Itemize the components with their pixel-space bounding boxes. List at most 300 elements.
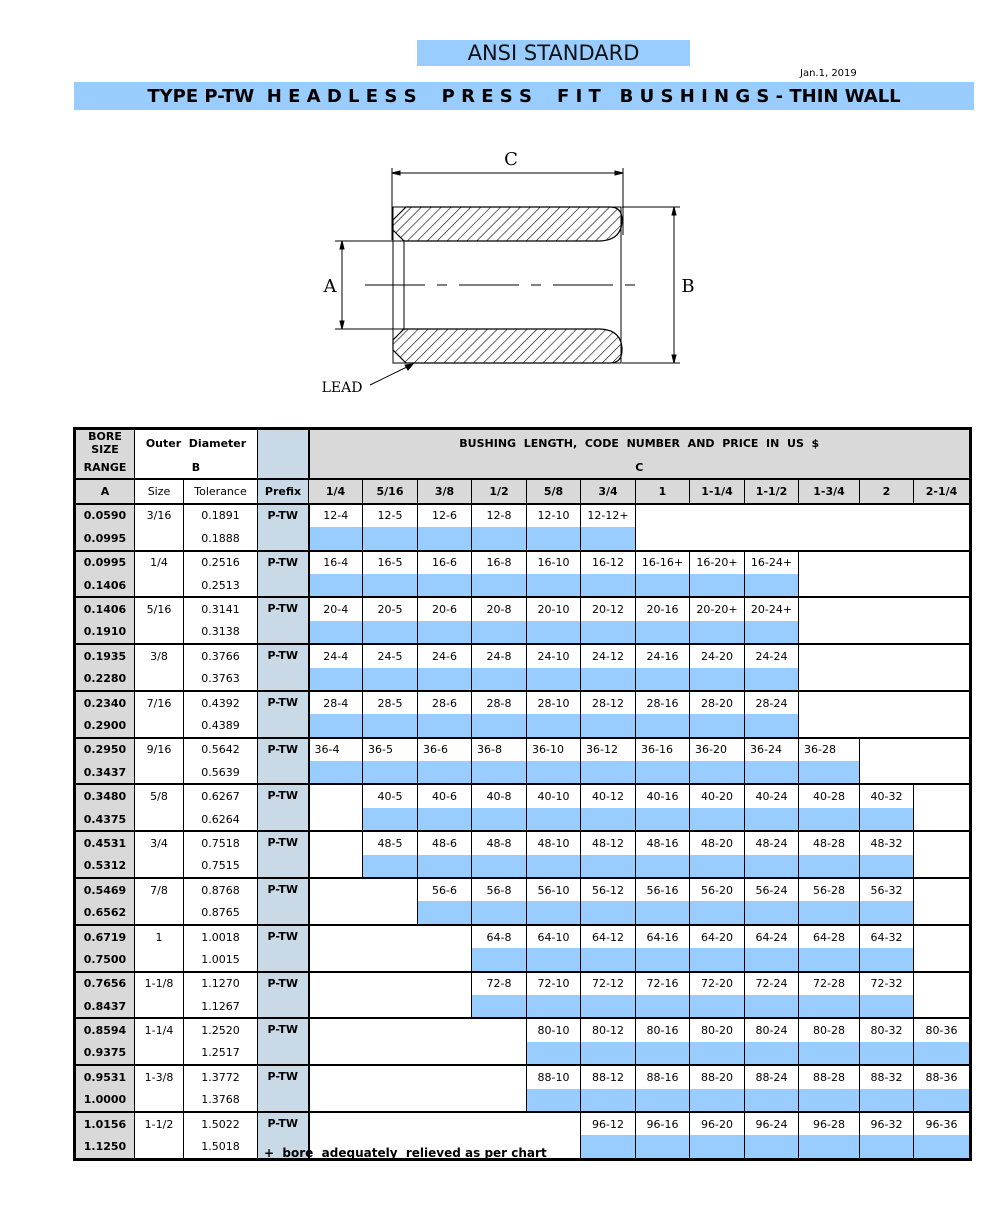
empty-cell xyxy=(418,1042,472,1065)
length-header-3: 1/2 xyxy=(472,479,527,503)
price-cell xyxy=(527,714,581,737)
prefix-header: Prefix xyxy=(258,479,309,503)
code-number: 80-36 xyxy=(914,1018,971,1041)
code-number: 48-12 xyxy=(581,831,636,854)
bore-from: 0.7656 xyxy=(75,972,135,995)
empty-cell xyxy=(418,995,472,1018)
range-header: RANGE xyxy=(75,456,135,479)
code-number: 20-8 xyxy=(472,597,527,620)
bore-to: 0.7500 xyxy=(75,948,135,971)
code-number: 24-8 xyxy=(472,644,527,667)
price-cell xyxy=(309,761,363,784)
code-number: 56-20 xyxy=(690,878,745,901)
table-row-price xyxy=(75,948,971,971)
price-cell xyxy=(636,714,690,737)
code-number: 28-12 xyxy=(581,691,636,714)
price-cell xyxy=(636,995,690,1018)
empty-cell xyxy=(860,574,914,597)
code-number: 36-16 xyxy=(636,738,690,761)
empty-cell xyxy=(309,1089,363,1112)
price-cell xyxy=(581,808,636,831)
empty-cell xyxy=(363,1089,418,1112)
code-number: 28-20 xyxy=(690,691,745,714)
code-number: 88-28 xyxy=(799,1065,860,1088)
code-number: 36-10 xyxy=(527,738,581,761)
code-number: 20-5 xyxy=(363,597,418,620)
tolerance-high: 0.7518 xyxy=(184,831,258,854)
table-row xyxy=(75,784,971,807)
od-size-blank xyxy=(135,621,184,644)
od-size: 5/16 xyxy=(135,597,184,620)
od-size-blank xyxy=(135,855,184,878)
code-number: 56-28 xyxy=(799,878,860,901)
code-number: 56-32 xyxy=(860,878,914,901)
empty-cell xyxy=(309,901,363,924)
code-number: 40-6 xyxy=(418,784,472,807)
price-cell xyxy=(636,574,690,597)
lead-label: LEAD xyxy=(321,380,363,396)
bushing-length-header: BUSHING LENGTH, CODE NUMBER AND PRICE IN US $ xyxy=(309,429,971,457)
price-cell xyxy=(690,948,745,971)
empty-cell xyxy=(309,878,363,901)
price-cell xyxy=(799,808,860,831)
empty-cell xyxy=(472,1089,527,1112)
empty-cell xyxy=(363,1018,418,1041)
price-cell xyxy=(745,1135,799,1159)
empty-cell xyxy=(914,621,971,644)
tolerance-low: 0.4389 xyxy=(184,714,258,737)
empty-cell xyxy=(799,621,860,644)
code-number: 56-12 xyxy=(581,878,636,901)
od-size-blank xyxy=(135,901,184,924)
table-row-price xyxy=(75,1042,971,1065)
empty-cell xyxy=(799,691,860,714)
code-number: 24-12 xyxy=(581,644,636,667)
code-number: 88-36 xyxy=(914,1065,971,1088)
tolerance-low: 1.3768 xyxy=(184,1089,258,1112)
length-header-5: 3/4 xyxy=(581,479,636,503)
bore-from: 0.2340 xyxy=(75,691,135,714)
price-cell xyxy=(636,855,690,878)
empty-cell xyxy=(418,1089,472,1112)
code-number: 40-16 xyxy=(636,784,690,807)
price-cell xyxy=(860,948,914,971)
code-number: 20-24+ xyxy=(745,597,799,620)
bore-to: 0.2900 xyxy=(75,714,135,737)
price-cell xyxy=(636,808,690,831)
code-number: 24-5 xyxy=(363,644,418,667)
empty-cell xyxy=(309,784,363,807)
code-number: 72-16 xyxy=(636,972,690,995)
price-cell xyxy=(799,901,860,924)
empty-cell xyxy=(914,901,971,924)
code-number: 24-4 xyxy=(309,644,363,667)
code-number: 12-5 xyxy=(363,504,418,527)
od-size-blank xyxy=(135,808,184,831)
code-number: 88-24 xyxy=(745,1065,799,1088)
code-number: 20-16 xyxy=(636,597,690,620)
tolerance-high: 1.3772 xyxy=(184,1065,258,1088)
price-cell xyxy=(472,714,527,737)
empty-cell xyxy=(309,1065,363,1088)
code-number: 88-10 xyxy=(527,1065,581,1088)
table-row-price xyxy=(75,621,971,644)
code-number: 88-20 xyxy=(690,1065,745,1088)
price-cell xyxy=(309,668,363,691)
table-row xyxy=(75,1112,971,1135)
dimension-b-label: B xyxy=(681,276,695,297)
price-cell xyxy=(581,901,636,924)
price-cell xyxy=(581,527,636,550)
price-cell xyxy=(527,948,581,971)
od-size: 3/16 xyxy=(135,504,184,527)
bushing-length-c-header: C xyxy=(309,456,971,479)
bushing-drawing xyxy=(300,140,720,400)
price-cell xyxy=(745,1042,799,1065)
code-number: 28-4 xyxy=(309,691,363,714)
code-number: 24-16 xyxy=(636,644,690,667)
table-row-price xyxy=(75,1089,971,1112)
price-cell xyxy=(745,621,799,644)
bore-a-header: A xyxy=(75,479,135,503)
code-number: 28-8 xyxy=(472,691,527,714)
bore-from: 0.4531 xyxy=(75,831,135,854)
price-cell xyxy=(527,1042,581,1065)
code-number: 88-12 xyxy=(581,1065,636,1088)
code-number: 96-12 xyxy=(581,1112,636,1135)
bore-to: 0.5312 xyxy=(75,855,135,878)
price-cell xyxy=(309,714,363,737)
bore-from: 0.1935 xyxy=(75,644,135,667)
bore-to: 0.8437 xyxy=(75,995,135,1018)
od-size-blank xyxy=(135,668,184,691)
empty-cell xyxy=(914,714,971,737)
dimension-c-label: C xyxy=(504,149,518,170)
code-number: 16-8 xyxy=(472,551,527,574)
price-cell xyxy=(860,855,914,878)
price-cell xyxy=(472,621,527,644)
empty-cell xyxy=(309,1042,363,1065)
length-header-11: 2-1/4 xyxy=(914,479,971,503)
empty-cell xyxy=(363,1042,418,1065)
price-cell xyxy=(690,621,745,644)
prefix-cell: P-TW xyxy=(258,597,309,644)
price-cell xyxy=(745,948,799,971)
bore-from: 0.6719 xyxy=(75,925,135,948)
price-cell xyxy=(418,621,472,644)
tolerance-high: 1.0018 xyxy=(184,925,258,948)
tolerance-high: 0.2516 xyxy=(184,551,258,574)
empty-cell xyxy=(914,761,971,784)
code-number: 48-28 xyxy=(799,831,860,854)
price-cell xyxy=(636,1089,690,1112)
empty-cell xyxy=(472,1112,527,1135)
price-cell xyxy=(799,761,860,784)
empty-cell xyxy=(799,574,860,597)
bore-from: 0.8594 xyxy=(75,1018,135,1041)
price-cell xyxy=(581,668,636,691)
empty-cell xyxy=(799,551,860,574)
prefix-cell: P-TW xyxy=(258,1112,309,1159)
empty-cell xyxy=(636,527,690,550)
empty-cell xyxy=(860,597,914,620)
code-number: 80-32 xyxy=(860,1018,914,1041)
tolerance-low: 0.1888 xyxy=(184,527,258,550)
empty-cell xyxy=(860,621,914,644)
table-row xyxy=(75,1065,971,1088)
price-cell xyxy=(527,574,581,597)
empty-cell xyxy=(914,878,971,901)
od-size-blank xyxy=(135,574,184,597)
price-cell xyxy=(363,855,418,878)
empty-cell xyxy=(527,1112,581,1135)
empty-cell xyxy=(914,551,971,574)
empty-cell xyxy=(745,504,799,527)
od-size-blank xyxy=(135,995,184,1018)
empty-cell xyxy=(914,691,971,714)
table-row xyxy=(75,504,971,527)
table-row xyxy=(75,738,971,761)
price-cell xyxy=(581,855,636,878)
prefix-cell: P-TW xyxy=(258,925,309,972)
code-number: 36-5 xyxy=(363,738,418,761)
price-cell xyxy=(472,668,527,691)
empty-cell xyxy=(309,808,363,831)
bore-from: 0.0995 xyxy=(75,551,135,574)
empty-cell xyxy=(309,995,363,1018)
code-number: 88-16 xyxy=(636,1065,690,1088)
empty-cell xyxy=(309,831,363,854)
empty-cell xyxy=(860,551,914,574)
bore-to: 0.4375 xyxy=(75,808,135,831)
tolerance-low: 0.7515 xyxy=(184,855,258,878)
empty-cell xyxy=(914,527,971,550)
price-cell xyxy=(472,901,527,924)
code-number: 48-10 xyxy=(527,831,581,854)
code-number: 64-10 xyxy=(527,925,581,948)
tolerance-low: 1.5018 xyxy=(184,1135,258,1159)
od-size-blank xyxy=(135,761,184,784)
code-number: 40-5 xyxy=(363,784,418,807)
bore-from: 0.5469 xyxy=(75,878,135,901)
tolerance-high: 0.4392 xyxy=(184,691,258,714)
empty-cell xyxy=(914,738,971,761)
code-number: 40-12 xyxy=(581,784,636,807)
code-number: 72-12 xyxy=(581,972,636,995)
code-number: 12-6 xyxy=(418,504,472,527)
tolerance-high: 1.2520 xyxy=(184,1018,258,1041)
od-size: 1-1/4 xyxy=(135,1018,184,1041)
code-number: 96-20 xyxy=(690,1112,745,1135)
price-cell xyxy=(472,808,527,831)
empty-cell xyxy=(860,668,914,691)
price-cell xyxy=(418,668,472,691)
tolerance-high: 0.1891 xyxy=(184,504,258,527)
price-cell xyxy=(472,995,527,1018)
prefix-cell: P-TW xyxy=(258,972,309,1019)
code-number: 80-16 xyxy=(636,1018,690,1041)
empty-cell xyxy=(309,1112,363,1135)
code-number: 40-10 xyxy=(527,784,581,807)
length-header-10: 2 xyxy=(860,479,914,503)
price-cell xyxy=(527,761,581,784)
outer-diameter-header: Outer Diameter xyxy=(135,429,258,457)
price-cell xyxy=(581,714,636,737)
tolerance-high: 1.5022 xyxy=(184,1112,258,1135)
price-cell xyxy=(418,901,472,924)
tolerance-high: 0.8768 xyxy=(184,878,258,901)
price-cell xyxy=(363,808,418,831)
price-cell xyxy=(860,1089,914,1112)
price-cell xyxy=(418,808,472,831)
bore-from: 0.2950 xyxy=(75,738,135,761)
code-number: 16-10 xyxy=(527,551,581,574)
tolerance-low: 0.8765 xyxy=(184,901,258,924)
tolerance-high: 0.3766 xyxy=(184,644,258,667)
size-header: Size xyxy=(135,479,184,503)
code-number: 36-6 xyxy=(418,738,472,761)
empty-cell xyxy=(799,527,860,550)
bore-to: 0.0995 xyxy=(75,527,135,550)
price-cell xyxy=(636,621,690,644)
code-number: 64-16 xyxy=(636,925,690,948)
empty-cell xyxy=(914,855,971,878)
tolerance-header: Tolerance xyxy=(184,479,258,503)
outer-diameter-b-header: B xyxy=(135,456,258,479)
price-cell xyxy=(309,621,363,644)
empty-cell xyxy=(914,504,971,527)
price-cell xyxy=(581,621,636,644)
code-number: 72-28 xyxy=(799,972,860,995)
code-number: 96-16 xyxy=(636,1112,690,1135)
price-cell xyxy=(527,808,581,831)
empty-cell xyxy=(309,948,363,971)
price-cell xyxy=(690,901,745,924)
code-number: 96-28 xyxy=(799,1112,860,1135)
bore-to: 1.0000 xyxy=(75,1089,135,1112)
code-number: 48-16 xyxy=(636,831,690,854)
od-size-blank xyxy=(135,948,184,971)
bore-from: 0.1406 xyxy=(75,597,135,620)
code-number: 28-5 xyxy=(363,691,418,714)
empty-cell xyxy=(418,948,472,971)
price-cell xyxy=(860,808,914,831)
empty-cell xyxy=(309,925,363,948)
price-cell xyxy=(527,527,581,550)
code-number: 40-20 xyxy=(690,784,745,807)
empty-cell xyxy=(636,504,690,527)
length-header-9: 1-3/4 xyxy=(799,479,860,503)
table-row xyxy=(75,1018,971,1041)
od-size: 1-1/2 xyxy=(135,1112,184,1135)
prefix-cell: P-TW xyxy=(258,738,309,785)
price-cell xyxy=(799,995,860,1018)
price-cell xyxy=(527,668,581,691)
table-row xyxy=(75,691,971,714)
bore-from: 1.0156 xyxy=(75,1112,135,1135)
price-cell xyxy=(581,761,636,784)
bore-to: 0.3437 xyxy=(75,761,135,784)
price-cell xyxy=(690,1089,745,1112)
code-number: 80-10 xyxy=(527,1018,581,1041)
price-cell xyxy=(527,995,581,1018)
empty-cell xyxy=(363,972,418,995)
tolerance-low: 0.5639 xyxy=(184,761,258,784)
table-row-price xyxy=(75,714,971,737)
code-number: 24-10 xyxy=(527,644,581,667)
bore-from: 0.0590 xyxy=(75,504,135,527)
empty-cell xyxy=(418,972,472,995)
code-number: 24-24 xyxy=(745,644,799,667)
empty-cell xyxy=(799,668,860,691)
bore-to: 0.1910 xyxy=(75,621,135,644)
price-cell xyxy=(363,761,418,784)
table-row-price xyxy=(75,761,971,784)
price-cell xyxy=(745,668,799,691)
empty-cell xyxy=(860,714,914,737)
prefix-cell: P-TW xyxy=(258,504,309,551)
table-row xyxy=(75,831,971,854)
price-cell xyxy=(914,1135,971,1159)
footnote: + bore adequately relieved as per chart xyxy=(264,1146,547,1160)
table-row xyxy=(75,972,971,995)
length-header-2: 3/8 xyxy=(418,479,472,503)
empty-cell xyxy=(363,901,418,924)
code-number: 72-20 xyxy=(690,972,745,995)
price-cell xyxy=(636,668,690,691)
price-cell xyxy=(472,855,527,878)
bore-from: 0.9531 xyxy=(75,1065,135,1088)
price-cell xyxy=(799,1089,860,1112)
table-row-price xyxy=(75,527,971,550)
code-number: 56-8 xyxy=(472,878,527,901)
code-number: 36-4 xyxy=(309,738,363,761)
empty-cell xyxy=(363,925,418,948)
empty-cell xyxy=(745,527,799,550)
code-number: 20-6 xyxy=(418,597,472,620)
document-title: TYPE P-TW H E A D L E S S P R E S S F I T B U S H I N G S - THIN WALL xyxy=(74,82,974,110)
empty-cell xyxy=(799,504,860,527)
bore-to: 1.1250 xyxy=(75,1135,135,1159)
code-number: 36-8 xyxy=(472,738,527,761)
code-number: 36-20 xyxy=(690,738,745,761)
bore-from: 0.3480 xyxy=(75,784,135,807)
prefix-header-spacer xyxy=(258,429,309,480)
price-cell xyxy=(363,574,418,597)
code-number: 96-36 xyxy=(914,1112,971,1135)
code-number: 36-12 xyxy=(581,738,636,761)
price-cell xyxy=(636,761,690,784)
code-number: 72-10 xyxy=(527,972,581,995)
price-cell xyxy=(581,948,636,971)
price-cell xyxy=(799,1042,860,1065)
code-number: 56-6 xyxy=(418,878,472,901)
od-size: 3/4 xyxy=(135,831,184,854)
code-number: 72-24 xyxy=(745,972,799,995)
table-row-price xyxy=(75,995,971,1018)
od-size: 1-1/8 xyxy=(135,972,184,995)
price-cell xyxy=(799,1135,860,1159)
empty-cell xyxy=(472,1065,527,1088)
code-number: 20-20+ xyxy=(690,597,745,620)
empty-cell xyxy=(363,1065,418,1088)
price-cell xyxy=(914,1042,971,1065)
price-cell xyxy=(690,714,745,737)
price-cell xyxy=(472,948,527,971)
empty-cell xyxy=(914,948,971,971)
price-cell xyxy=(745,761,799,784)
code-number: 16-16+ xyxy=(636,551,690,574)
